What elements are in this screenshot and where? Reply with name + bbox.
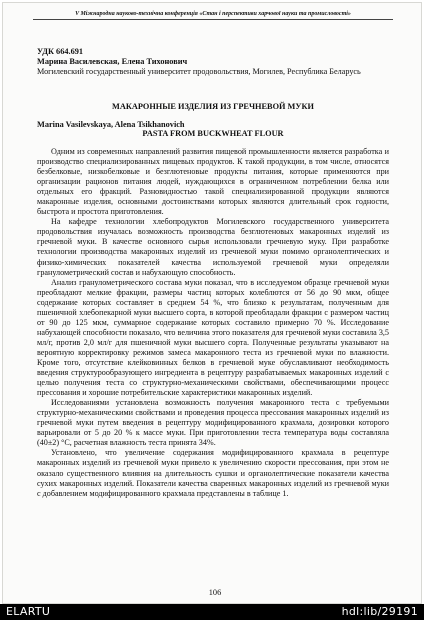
footer-repo-name: ELARTU	[6, 605, 51, 618]
article-body	[37, 147, 389, 499]
repository-footer	[0, 604, 424, 620]
paragraph: Исследованиями установлена возможность получения макаронного теста с требуемыми структурно-механическими свойствами и проведения процесса прессования макаронных изделий из гречневой муки путем введения в рецептуру модифицированного крахмала, дозировки которого варьировали от 5 до 20 % к массе муки. При приготовлении теста температура воды составляла (40±2) °С, расчетная влажность теста принята 34%.	[37, 398, 389, 448]
affiliation: Могилевский государственный университет продовольствия, Могилев, Республика Беларусь	[37, 67, 361, 76]
page-number: 106	[208, 588, 222, 597]
footer-handle: hdl:lib/29191	[341, 605, 418, 618]
conference-header: V Міжнародна науково-технічна конференція «Стан і перспективи харчової науки та промисловості»	[33, 11, 393, 20]
paragraph: Анализ гранулометрического состава муки показал, что в исследуемом образце гречневой муки преобладают мелкие фракции, размеры частиц которых колеблются от 56 до 90 мкм, общее содержание которых составляет в среднем 54 %, что близко к результатам, полученным для пшеничной хлебопекарной муки высшего сорта, в которой преобладали фракции с размером частиц от 90 до 125 мкм, суммарное содержание которых составило примерно 70 %. Исследование набухающей способности показало, что величина этого показателя для гречневой муки составила 3,5 мл/г, против 2,0 мл/г для пшеничной муки высшего сорта. Полученные результаты указывают на вероятную корректировку режимов замеса макаронного теста из гречневой муки по влажности. Кроме того, отсутствие клейковинных белков в гречневой муке обуславливают необходимость введения структурообразующего ингредиента в рецептуру разрабатываемых макаронных изделий с целью получения теста со структурно-механическими свойствами, обеспечивающими процесс прессования и хорошие потребительские характеристики макаронных изделий.	[37, 277, 389, 398]
document-page	[2, 2, 422, 604]
paragraph: На кафедре технологии хлебопродуктов Могилевского государственного университета продовольствия изучалась возможность производства безглютеновых макаронных изделий из гречневой муки. В качестве основного сырья использовали гречневую муку. При разработке технологии производства макаронных изделий из гречневой муки помимо органолептических и физико-химических показателей качества используемой гречневой муки определяли гранулометрический состав и набухающую способность.	[37, 217, 389, 277]
paragraph: Одним из современных направлений развития пищевой промышленности является разработка и производство специализированных пищевых продуктов. К такой продукции, в том числе, относятся безбелковые, низкобелковые и безглютеновые продукты питания, которые применяются при организации рационов питания людей, нуждающихся в ограниченном потреблении белка или отдельных его фракций. Разновидностью такой специализированной продукции являются макаронные изделия, основными достоинствами которых являются длительный срок годности, быстрота и простота приготовления.	[37, 147, 389, 217]
udk-code: УДК 664.691	[37, 47, 84, 56]
title-ru: МАКАРОННЫЕ ИЗДЕЛИЯ ИЗ ГРЕЧНЕВОЙ МУКИ	[112, 102, 314, 111]
authors-ru: Марина Василевская, Елена Тихонович	[37, 57, 188, 66]
paragraph: Установлено, что увеличение содержания модифицированного крахмала в рецептуре макаронных изделий из гречневой муки привело к увеличению скорости прессования, при этом не оказало существенного влияния на длительность сушки и органолептические показатели качества сухих макаронных изделий. Показатели качества сваренных макаронных изделий из гречневой муки с добавлением модифицированного крахмала представлены в таблице 1.	[37, 448, 389, 498]
title-en: PASTA FROM BUCKWHEAT FLOUR	[142, 129, 284, 138]
authors-en: Marina Vasilevskaya, Alena Tsikhanovich	[37, 120, 185, 129]
